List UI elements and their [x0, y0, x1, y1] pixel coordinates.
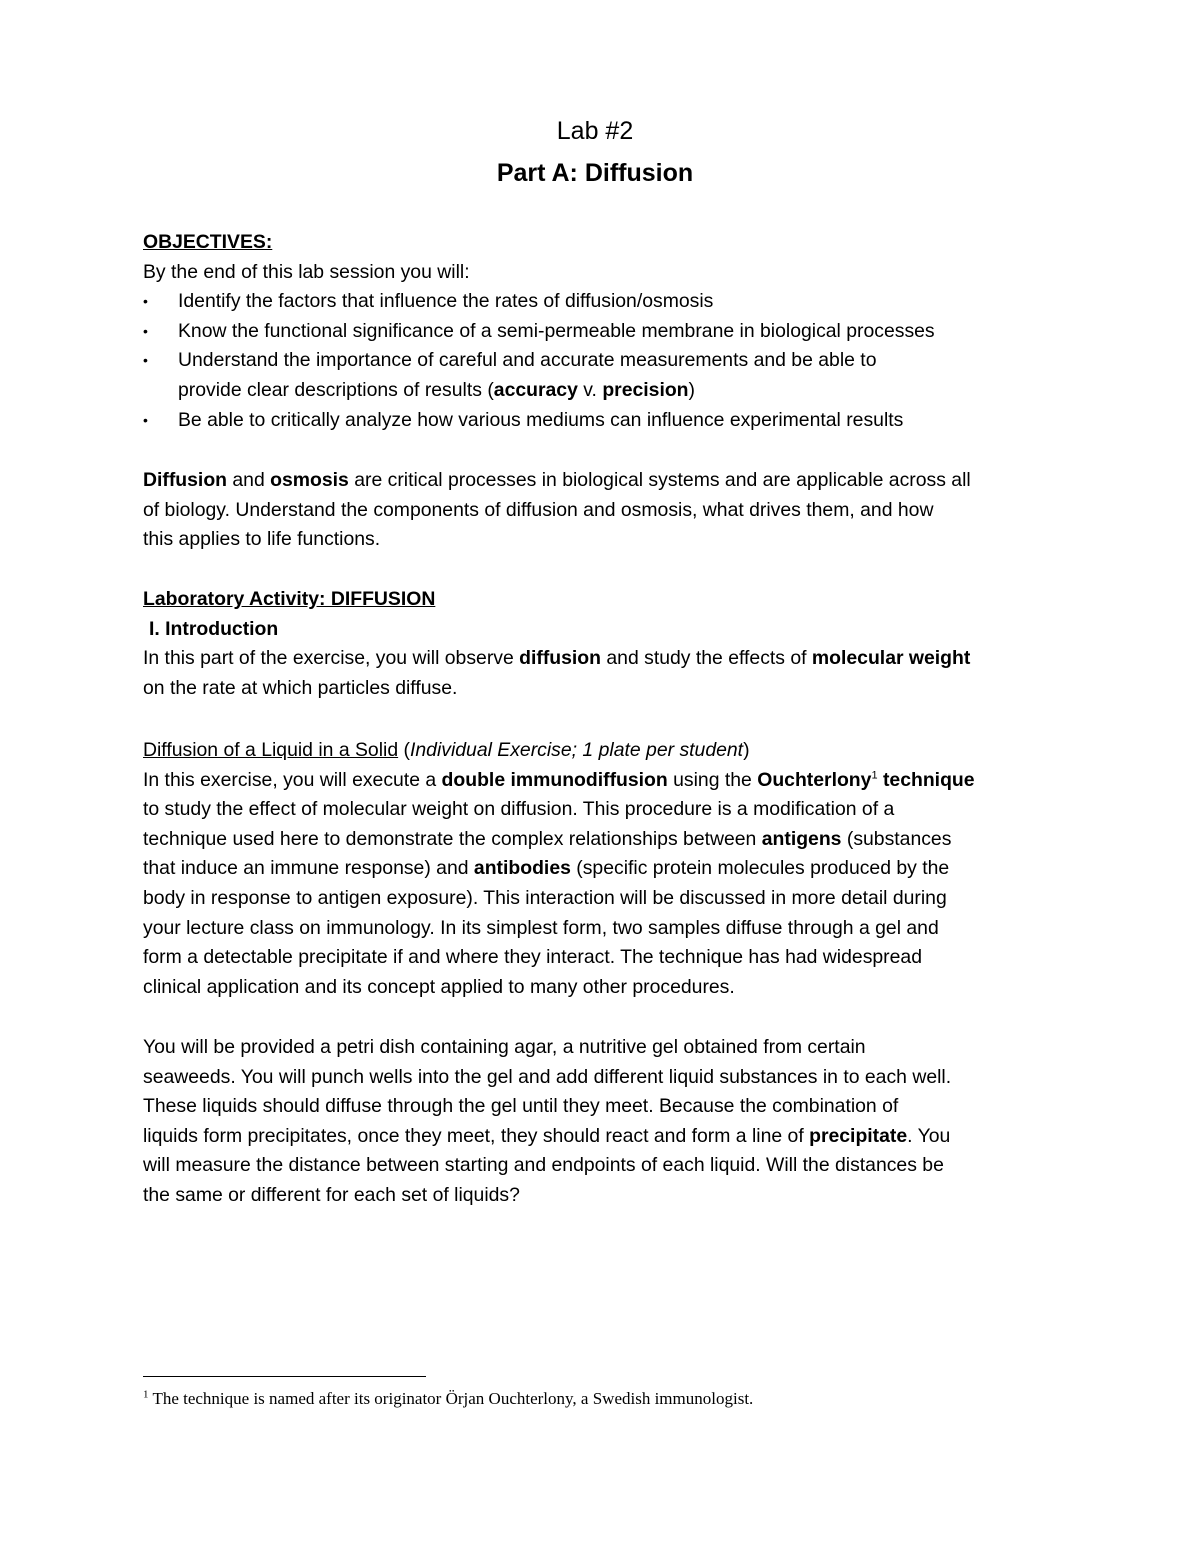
footnote-text: The technique is named after its originator Örjan Ouchterlony, a Swedish immunologist. [148, 1389, 754, 1408]
objective-text: Understand the importance of careful and accurate measurements and be able to [178, 349, 877, 372]
objective-item [143, 317, 1073, 347]
objective-text: Know the functional significance of a semi-permeable membrane in biological processes [178, 319, 935, 342]
objectives-intro: By the end of this lab session you will: [143, 260, 470, 283]
petri-paragraph: You will be provided a petri dish containing agar, a nutritive gel obtained from certain seaweeds. You will punch wells into the gel and add different liquid substances in to each well. These liquids should diffuse through the gel until they meet. Because the combination of liquids form precipitates, once they meet, they should react and form a line of precipitate. You will measure the distance between starting and endpoints of each liquid. Will the distances be the same or different for each set of liquids? [143, 1036, 952, 1206]
footnote [143, 1388, 753, 1410]
objectives-section [143, 228, 1073, 435]
lab-activity-section: Laboratory Activity: DIFFUSION I. Introduction In this part of the exercise, you will observe diffusion and study the effects of molecular weight on the rate at which particles diffuse. [143, 585, 1073, 703]
objective-text: Be able to critically analyze how various mediums can influence experimental results [178, 408, 904, 431]
precision-term: precision [602, 378, 689, 401]
objective-item [143, 346, 1073, 405]
objective-text: Identify the factors that influence the rates of diffusion/osmosis [178, 290, 714, 313]
introduction-subheading: I. Introduction [149, 617, 279, 640]
footnote-reference[interactable]: 1 [871, 769, 878, 782]
bullet-icon: • [143, 322, 148, 339]
part-title: Part A: Diffusion [496, 159, 694, 187]
intro-paragraph: Diffusion and osmosis are critical processes in biological systems and are applicable across all of biology. Understand the components of diffusion and osmosis, what drives them, and how this applies to life functions. [143, 469, 971, 551]
bullet-icon: • [143, 352, 148, 369]
objectives-list [143, 287, 1073, 435]
objective-text-continued: provide clear descriptions of results (accuracy v. precision) [178, 378, 695, 401]
footnote-divider [143, 1376, 426, 1377]
lab-title: Lab #2 [556, 117, 634, 145]
objective-item [143, 287, 1073, 317]
bullet-icon: • [143, 293, 148, 310]
footnote-number: 1 [143, 1388, 149, 1401]
objective-item [143, 406, 1073, 436]
bullet-icon: • [143, 411, 148, 428]
liquid-solid-heading: Diffusion of a Liquid in a Solid [143, 739, 399, 761]
objectives-heading: OBJECTIVES: [143, 231, 273, 253]
accuracy-term: accuracy [493, 378, 578, 401]
lab-activity-heading: Laboratory Activity: DIFFUSION [143, 588, 436, 610]
liquid-solid-section: Diffusion of a Liquid in a Solid (Individual Exercise; 1 plate per student) In this exercise, you will execute a double immunodiffusion using the Ouchterlony$^1$ technique to study the effect of molecular weight on diffusion. This procedure is a modification of a technique used here to demonstrate the complex relationships between antigens (substances that induce an immune response) and antibodies (specific protein molecules produced by the body in response to antigen exposure). This interaction will be discussed in more detail during your lecture class on immunology. In its simplest form, two samples diffuse through a gel and form a detectable precipitate if and where they interact. The technique has had widespread clinical application and its concept applied to many other procedures. [143, 739, 975, 998]
